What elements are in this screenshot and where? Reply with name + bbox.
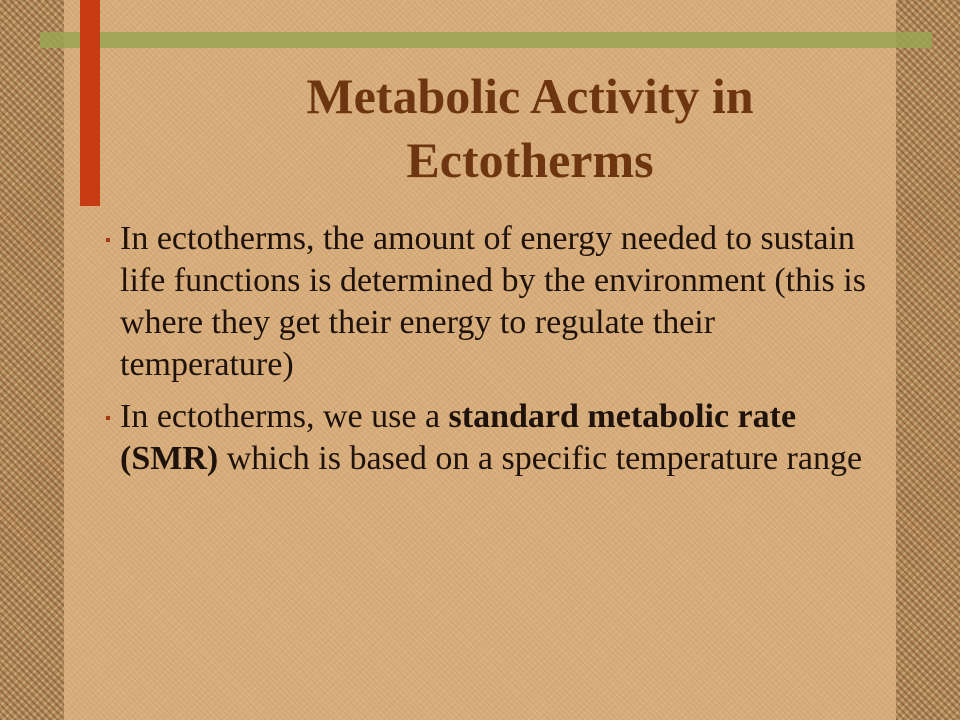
bullet-item-2 bbox=[110, 396, 880, 480]
bullet-list bbox=[110, 218, 880, 490]
left-accent-bar bbox=[80, 0, 100, 206]
bullet-item-1 bbox=[110, 218, 880, 386]
textured-right-border bbox=[896, 0, 960, 720]
bullet-marker bbox=[106, 416, 110, 420]
bullet-marker bbox=[106, 238, 110, 242]
bullet-text bbox=[120, 396, 880, 480]
bullet-text-start: In ectotherms, we use a bbox=[120, 398, 449, 435]
slide-title: Metabolic Activity in Ectotherms bbox=[306, 68, 754, 188]
top-accent-band bbox=[40, 32, 932, 48]
bullet-text: In ectotherms, the amount of energy needed to sustain life functions is determined by the environment (this is where they get their energy to regulate their temperature) bbox=[120, 220, 866, 383]
bullet-text-bold-term: standard metabolic rate (SMR) bbox=[120, 398, 797, 477]
textured-left-border bbox=[0, 0, 64, 720]
bullet-text-end: which is based on a specific temperature range bbox=[218, 440, 863, 477]
